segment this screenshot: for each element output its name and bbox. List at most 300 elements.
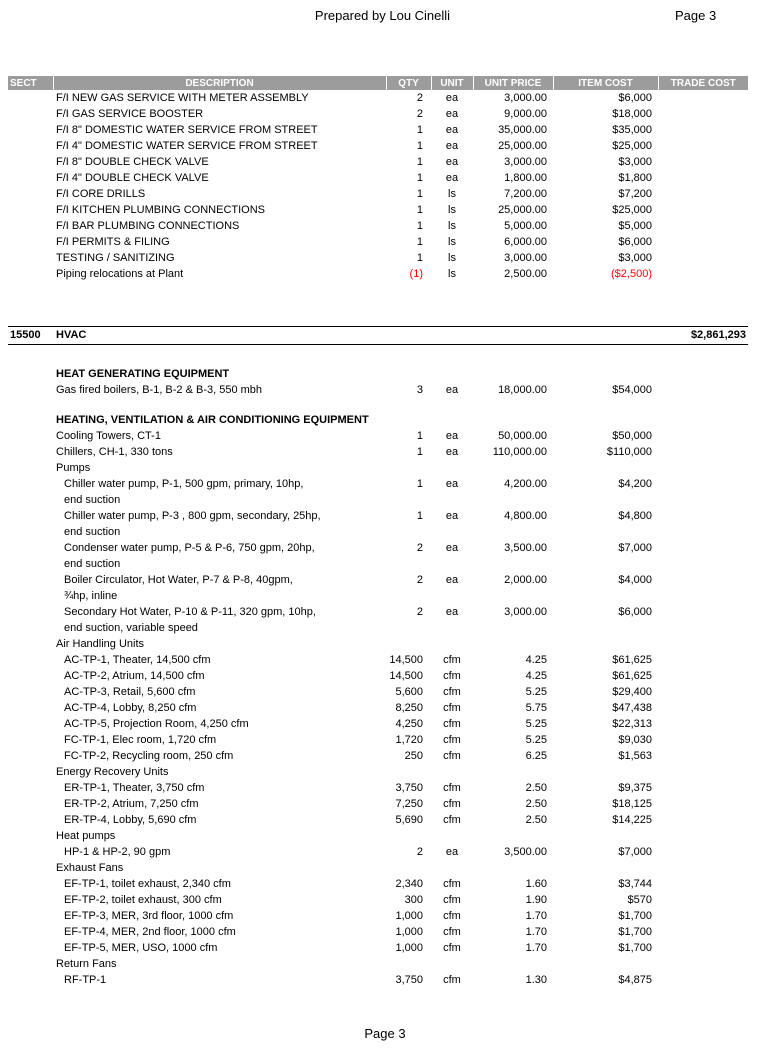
cell-trade-cost <box>658 460 748 476</box>
description-line: EF-TP-5, MER, USO, 1000 cfm <box>64 942 218 954</box>
description-line: HEAT GENERATING EQUIPMENT <box>56 368 230 380</box>
cell-trade-cost <box>658 764 748 780</box>
cell-trade-cost <box>658 266 748 282</box>
cell-trade-cost <box>658 876 748 892</box>
description-line: EF-TP-4, MER, 2nd floor, 1000 cfm <box>64 926 236 938</box>
cell-trade-cost: $2,861,293 <box>658 326 748 344</box>
cell-qty: 1,000 <box>395 926 423 938</box>
cell-qty: 4,250 <box>395 718 423 730</box>
cell-qty: 3,750 <box>395 782 423 794</box>
cell-sect <box>8 266 53 282</box>
description-line: ER-TP-1, Theater, 3,750 cfm <box>64 782 205 794</box>
cell-unit-price: 25,000.00 <box>498 140 547 152</box>
cell-trade-cost <box>658 940 748 956</box>
cell-unit <box>431 636 473 652</box>
cell-unit-price: 1.70 <box>525 910 547 922</box>
cell-item-cost: $110,000 <box>606 446 652 458</box>
cell-sect <box>8 234 53 250</box>
cell-description <box>53 828 386 844</box>
cell-unit-price: 4.25 <box>525 670 547 682</box>
description-continuation-line: ¾hp, inline <box>64 590 118 602</box>
cell-item-cost: $35,000 <box>612 124 652 136</box>
cell-unit: ea <box>445 124 459 136</box>
cell-qty <box>386 860 431 876</box>
cell-item-cost: $7,000 <box>618 542 652 554</box>
table-row-item <box>8 700 748 716</box>
cell-qty: 1 <box>416 156 423 168</box>
table-row-group <box>8 636 748 652</box>
cell-description <box>53 540 386 572</box>
cell-trade-cost <box>658 476 748 508</box>
cell-description <box>53 636 386 652</box>
cell-qty: 1 <box>416 188 423 200</box>
cell-trade-cost <box>658 366 748 382</box>
cell-sect <box>8 90 53 106</box>
table-row-item <box>8 202 748 218</box>
cell-qty: 2 <box>416 108 423 120</box>
cell-trade-cost <box>658 908 748 924</box>
cell-unit <box>431 764 473 780</box>
table-row-item <box>8 266 748 282</box>
cell-unit-price: 18,000.00 <box>498 384 547 396</box>
table-row-item <box>8 154 748 170</box>
cell-qty: 2 <box>416 92 423 104</box>
cell-unit: cfm <box>443 782 461 794</box>
cell-unit-price: 3,000.00 <box>504 606 547 618</box>
description-line: Return Fans <box>56 958 117 970</box>
cell-description <box>53 652 386 668</box>
cell-item-cost: $1,700 <box>618 942 652 954</box>
cell-unit: cfm <box>443 814 461 826</box>
cell-sect <box>8 366 53 382</box>
cell-item-cost <box>553 860 658 876</box>
cell-unit: ea <box>445 846 459 858</box>
cell-description <box>53 218 386 234</box>
cell-trade-cost <box>658 444 748 460</box>
description-line: F/I BAR PLUMBING CONNECTIONS <box>56 220 240 232</box>
cell-trade-cost <box>658 604 748 636</box>
cell-unit: cfm <box>443 894 461 906</box>
cell-description <box>53 972 386 988</box>
cell-unit: ea <box>445 172 459 184</box>
cell-unit-price: 2,500.00 <box>504 268 547 280</box>
cell-qty <box>386 828 431 844</box>
cell-sect <box>8 154 53 170</box>
description-line: TESTING / SANITIZING <box>56 252 175 264</box>
cell-unit <box>431 366 473 382</box>
page-header <box>8 8 757 26</box>
cell-qty: 3,750 <box>395 974 423 986</box>
cell-unit-price: 2.50 <box>525 814 547 826</box>
table-row-item <box>8 170 748 186</box>
cell-item-cost <box>553 460 658 476</box>
table-row-item <box>8 684 748 700</box>
cell-description <box>53 508 386 540</box>
cell-item-cost <box>553 828 658 844</box>
cell-unit: cfm <box>443 702 461 714</box>
cell-item-cost: $7,000 <box>618 846 652 858</box>
cell-description <box>53 716 386 732</box>
cell-unit-price: 9,000.00 <box>504 108 547 120</box>
cell-item-cost: $3,000 <box>618 252 652 264</box>
cell-unit-price: 1.30 <box>525 974 547 986</box>
cell-unit-price <box>473 636 553 652</box>
cell-description <box>53 604 386 636</box>
description-line: EF-TP-3, MER, 3rd floor, 1000 cfm <box>64 910 234 922</box>
cell-unit: ea <box>445 140 459 152</box>
cell-description <box>53 90 386 106</box>
table-row-item <box>8 572 748 604</box>
cell-unit-price <box>473 956 553 972</box>
description-line: Chillers, CH-1, 330 tons <box>56 446 173 458</box>
cell-unit-price: 5,000.00 <box>504 220 547 232</box>
cell-unit-price: 50,000.00 <box>498 430 547 442</box>
cell-description <box>53 170 386 186</box>
cell-unit <box>431 412 473 428</box>
cell-unit-price: 1.70 <box>525 926 547 938</box>
cell-sect <box>8 924 53 940</box>
cell-qty: 1 <box>416 124 423 136</box>
cell-qty: 1 <box>416 140 423 152</box>
cell-description <box>53 366 386 382</box>
cell-unit-price <box>473 366 553 382</box>
cell-description <box>53 476 386 508</box>
cell-unit-price: 35,000.00 <box>498 124 547 136</box>
cell-description <box>53 154 386 170</box>
cell-qty <box>386 956 431 972</box>
cell-item-cost: $6,000 <box>618 606 652 618</box>
cell-sect <box>8 636 53 652</box>
cell-qty: 1,000 <box>395 942 423 954</box>
cell-sect <box>8 812 53 828</box>
cell-description <box>53 876 386 892</box>
cell-item-cost: $1,800 <box>618 172 652 184</box>
cell-item-cost <box>553 326 658 344</box>
cell-trade-cost <box>658 732 748 748</box>
cell-item-cost: $4,200 <box>618 478 652 490</box>
cell-sect <box>8 844 53 860</box>
description-line: F/I GAS SERVICE BOOSTER <box>56 108 204 120</box>
cell-unit: cfm <box>443 670 461 682</box>
cell-item-cost: $47,438 <box>612 702 652 714</box>
cell-trade-cost <box>658 122 748 138</box>
cell-qty: 1 <box>416 510 423 522</box>
description-line: Air Handling Units <box>56 638 145 650</box>
cell-unit-price: 4.25 <box>525 654 547 666</box>
cell-trade-cost <box>658 218 748 234</box>
cell-sect: 15500 <box>8 326 53 344</box>
cell-description <box>53 684 386 700</box>
cell-sect <box>8 382 53 398</box>
cell-sect <box>8 892 53 908</box>
cell-trade-cost <box>658 716 748 732</box>
table-row-item <box>8 428 748 444</box>
description-line: F/I 8" DOUBLE CHECK VALVE <box>56 156 209 168</box>
cell-unit-price: 25,000.00 <box>498 204 547 216</box>
cell-trade-cost <box>658 924 748 940</box>
cell-unit-price: 5.25 <box>525 718 547 730</box>
cell-unit: cfm <box>443 750 461 762</box>
table-row-item <box>8 476 748 508</box>
description-line: Cooling Towers, CT-1 <box>56 430 161 442</box>
cell-unit-price: 110,000.00 <box>492 446 547 458</box>
cell-sect <box>8 412 53 428</box>
table-row-item <box>8 876 748 892</box>
column-header-sect: SECT <box>8 76 53 90</box>
table-row-item <box>8 924 748 940</box>
table-row-item <box>8 908 748 924</box>
cell-unit: ea <box>445 606 459 618</box>
description-line: HP-1 & HP-2, 90 gpm <box>64 846 171 858</box>
cell-qty: 1 <box>416 204 423 216</box>
description-line: Pumps <box>56 462 91 474</box>
cell-unit: cfm <box>443 974 461 986</box>
cell-trade-cost <box>658 860 748 876</box>
cell-unit-price <box>473 326 553 344</box>
cell-trade-cost <box>658 844 748 860</box>
cell-description <box>53 412 386 428</box>
cell-qty: 7,250 <box>395 798 423 810</box>
table-row-item <box>8 138 748 154</box>
page-number-top: Page 3 <box>675 8 717 23</box>
description-line: EF-TP-2, toilet exhaust, 300 cfm <box>64 894 222 906</box>
description-line: Energy Recovery Units <box>56 766 169 778</box>
cell-item-cost: $14,225 <box>612 814 652 826</box>
cell-trade-cost <box>658 636 748 652</box>
cell-unit-price <box>473 860 553 876</box>
cell-unit: ea <box>445 478 459 490</box>
cell-unit-price: 1.90 <box>525 894 547 906</box>
cell-unit-price: 4,800.00 <box>504 510 547 522</box>
cell-item-cost: $25,000 <box>612 204 652 216</box>
cell-description <box>53 732 386 748</box>
description-continuation-line: end suction <box>64 526 121 538</box>
cell-trade-cost <box>658 508 748 540</box>
cell-sect <box>8 716 53 732</box>
description-line: Chiller water pump, P-3 , 800 gpm, secondary, 25hp, <box>64 510 321 522</box>
cell-sect <box>8 218 53 234</box>
cell-unit-price: 5.25 <box>525 686 547 698</box>
cell-sect <box>8 202 53 218</box>
page-number-bottom: Page 3 <box>364 1026 406 1041</box>
column-header-qty: QTY <box>386 76 431 90</box>
cell-unit-price: 2,000.00 <box>504 574 547 586</box>
cell-description <box>53 844 386 860</box>
cell-sect <box>8 972 53 988</box>
cell-unit: cfm <box>443 942 461 954</box>
cell-description <box>53 956 386 972</box>
cell-sect <box>8 908 53 924</box>
cell-unit-price <box>473 828 553 844</box>
cell-unit: ea <box>445 446 459 458</box>
description-line: HVAC <box>56 328 87 341</box>
cell-unit-price: 5.75 <box>525 702 547 714</box>
cell-unit: ea <box>445 92 459 104</box>
cell-qty: 14,500 <box>389 654 423 666</box>
cell-qty: 1,000 <box>395 910 423 922</box>
cell-trade-cost <box>658 796 748 812</box>
table-row-heading <box>8 366 748 382</box>
cell-unit-price <box>473 764 553 780</box>
cell-qty: 1 <box>416 430 423 442</box>
cell-trade-cost <box>658 412 748 428</box>
cell-qty: 250 <box>404 750 423 762</box>
cell-sect <box>8 652 53 668</box>
description-line: AC-TP-2, Atrium, 14,500 cfm <box>64 670 205 682</box>
cell-trade-cost <box>658 972 748 988</box>
description-line: ER-TP-2, Atrium, 7,250 cfm <box>64 798 199 810</box>
prepared-by-text: Prepared by Lou Cinelli <box>314 8 451 23</box>
cell-unit: ea <box>445 384 459 396</box>
cell-qty: 1 <box>416 220 423 232</box>
cell-unit-price: 5.25 <box>525 734 547 746</box>
description-line: Heat pumps <box>56 830 116 842</box>
cell-unit: ea <box>445 510 459 522</box>
cell-qty <box>386 764 431 780</box>
table-row-item <box>8 668 748 684</box>
cell-trade-cost <box>658 540 748 572</box>
cell-unit-price: 2.50 <box>525 782 547 794</box>
table-row-item <box>8 90 748 106</box>
cell-unit: ls <box>448 188 456 200</box>
cell-trade-cost <box>658 428 748 444</box>
cell-description <box>53 250 386 266</box>
cell-trade-cost <box>658 828 748 844</box>
cell-item-cost: $50,000 <box>612 430 652 442</box>
cell-description <box>53 138 386 154</box>
table-row-item <box>8 186 748 202</box>
cell-unit-price: 3,000.00 <box>504 92 547 104</box>
description-line: AC-TP-3, Retail, 5,600 cfm <box>64 686 196 698</box>
cell-description <box>53 764 386 780</box>
table-row-item <box>8 940 748 956</box>
column-header-unit: UNIT <box>431 76 473 90</box>
cell-sect <box>8 780 53 796</box>
cell-trade-cost <box>658 780 748 796</box>
description-line: F/I 8" DOMESTIC WATER SERVICE FROM STREET <box>56 124 318 136</box>
cell-item-cost: $1,700 <box>618 926 652 938</box>
cell-trade-cost <box>658 700 748 716</box>
table-row-item <box>8 250 748 266</box>
cell-unit: cfm <box>443 734 461 746</box>
cell-description <box>53 668 386 684</box>
cell-unit <box>431 860 473 876</box>
cell-unit <box>431 956 473 972</box>
cell-unit: cfm <box>443 686 461 698</box>
cell-sect <box>8 444 53 460</box>
cell-qty: 3 <box>416 384 423 396</box>
cell-item-cost: $61,625 <box>612 654 652 666</box>
cell-item-cost: $29,400 <box>612 686 652 698</box>
description-continuation-line: end suction <box>64 494 121 506</box>
table-row-group <box>8 764 748 780</box>
cell-unit-price: 3,000.00 <box>504 252 547 264</box>
cell-sect <box>8 668 53 684</box>
table-row-item <box>8 382 748 398</box>
cell-sect <box>8 138 53 154</box>
table-row-heading <box>8 412 748 428</box>
cell-qty: 300 <box>404 894 423 906</box>
cell-description <box>53 924 386 940</box>
cell-unit-price: 3,500.00 <box>504 846 547 858</box>
cell-unit: ea <box>445 542 459 554</box>
cell-trade-cost <box>658 186 748 202</box>
cell-trade-cost <box>658 202 748 218</box>
description-continuation-line: end suction <box>64 558 121 570</box>
description-line: Boiler Circulator, Hot Water, P-7 & P-8, 40gpm, <box>64 574 293 586</box>
cell-description <box>53 234 386 250</box>
cell-sect <box>8 250 53 266</box>
cell-unit-price: 4,200.00 <box>504 478 547 490</box>
description-line: AC-TP-4, Lobby, 8,250 cfm <box>64 702 197 714</box>
cell-sect <box>8 876 53 892</box>
cell-unit: ls <box>448 204 456 216</box>
cell-description <box>53 460 386 476</box>
cell-qty: 2,340 <box>395 878 423 890</box>
cell-sect <box>8 508 53 540</box>
cell-trade-cost <box>658 892 748 908</box>
spacer-cell <box>8 344 748 366</box>
cell-description <box>53 892 386 908</box>
cell-description <box>53 326 386 344</box>
table-row-item <box>8 972 748 988</box>
cell-unit-price: 1.70 <box>525 942 547 954</box>
description-line: RF-TP-1 <box>64 974 107 986</box>
description-line: Chiller water pump, P-1, 500 gpm, primary, 10hp, <box>64 478 304 490</box>
cell-unit: ea <box>445 156 459 168</box>
cell-item-cost <box>553 636 658 652</box>
cell-qty: 1 <box>416 252 423 264</box>
cell-qty <box>386 412 431 428</box>
cell-description <box>53 266 386 282</box>
description-line: F/I KITCHEN PLUMBING CONNECTIONS <box>56 204 266 216</box>
cell-sect <box>8 860 53 876</box>
table-row-group <box>8 956 748 972</box>
cell-unit-price: 6.25 <box>525 750 547 762</box>
cell-sect <box>8 122 53 138</box>
description-line: F/I 4" DOUBLE CHECK VALVE <box>56 172 209 184</box>
cell-sect <box>8 428 53 444</box>
table-row-group <box>8 460 748 476</box>
cell-item-cost: $4,800 <box>618 510 652 522</box>
description-line: Piping relocations at Plant <box>56 268 184 280</box>
description-line: Secondary Hot Water, P-10 & P-11, 320 gpm, 10hp, <box>64 606 316 618</box>
cell-qty: 1,720 <box>395 734 423 746</box>
cell-description <box>53 796 386 812</box>
cell-qty: 8,250 <box>395 702 423 714</box>
cell-trade-cost <box>658 748 748 764</box>
cell-unit-price <box>473 460 553 476</box>
cell-qty: 5,600 <box>395 686 423 698</box>
cell-sect <box>8 700 53 716</box>
cell-trade-cost <box>658 138 748 154</box>
cell-unit-price <box>473 412 553 428</box>
table-row-spacer <box>8 344 748 366</box>
cell-qty <box>386 366 431 382</box>
description-line: F/I PERMITS & FILING <box>56 236 170 248</box>
cell-item-cost <box>553 366 658 382</box>
description-line: Exhaust Fans <box>56 862 124 874</box>
table-row-item <box>8 122 748 138</box>
description-line: F/I CORE DRILLS <box>56 188 146 200</box>
cell-sect <box>8 460 53 476</box>
table-row-item <box>8 540 748 572</box>
cell-item-cost: $4,000 <box>618 574 652 586</box>
cell-item-cost: $570 <box>627 894 652 906</box>
cell-item-cost: $5,000 <box>618 220 652 232</box>
cell-sect <box>8 106 53 122</box>
cell-trade-cost <box>658 812 748 828</box>
